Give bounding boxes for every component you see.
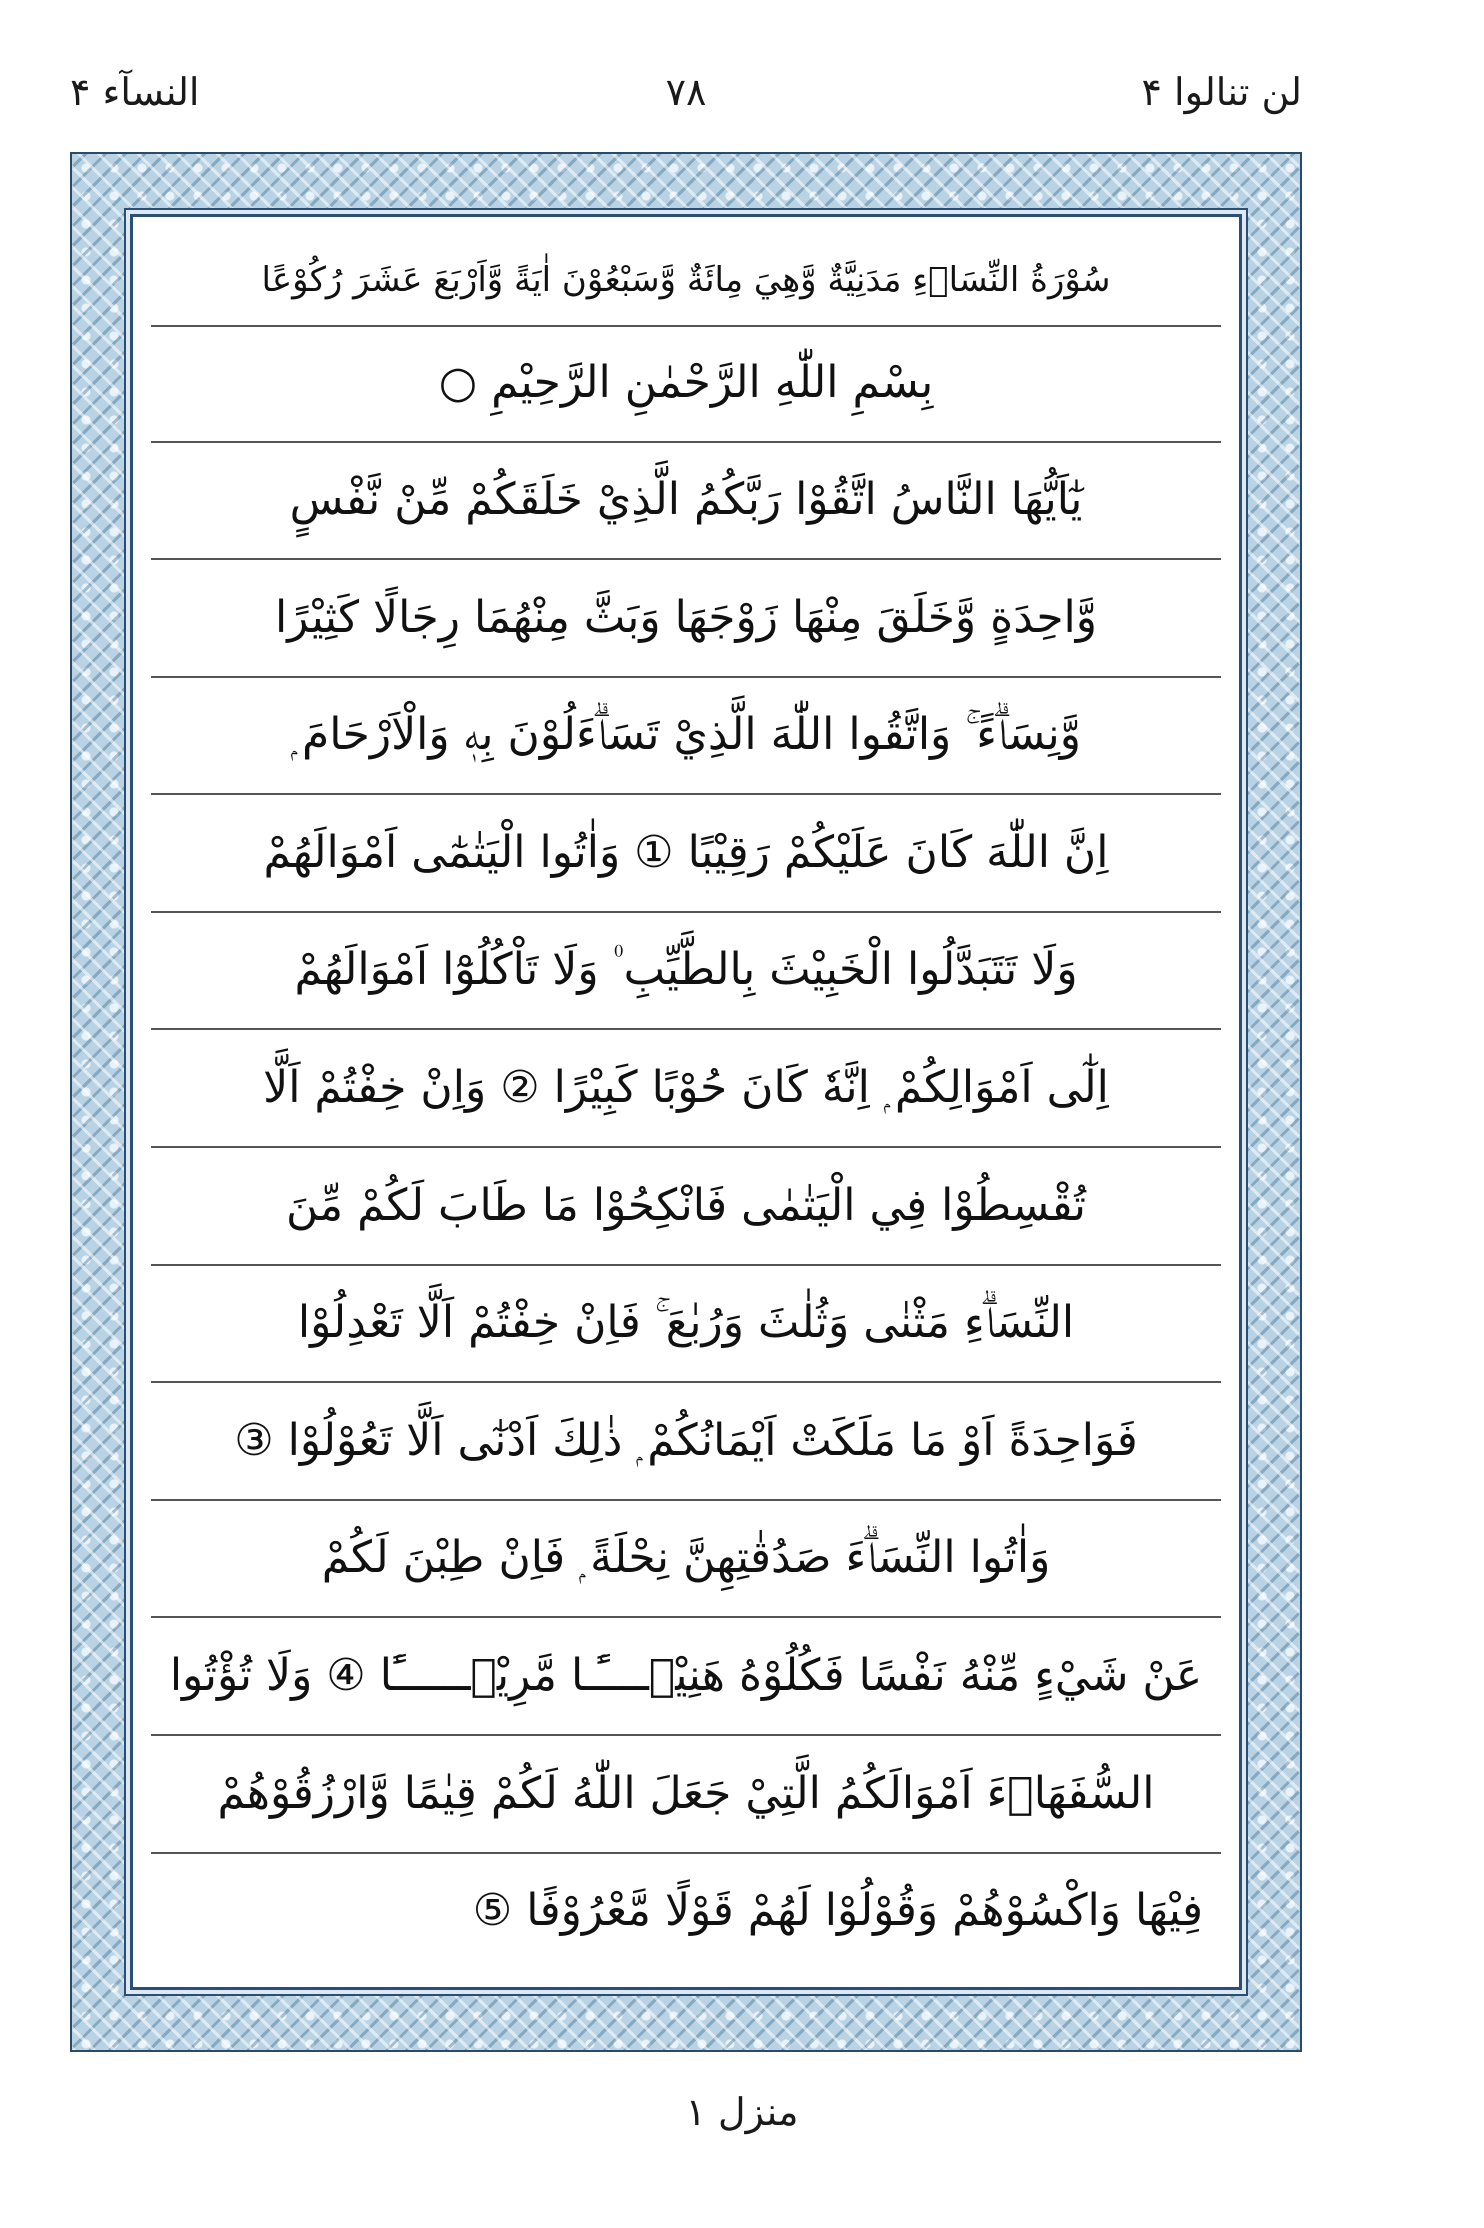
text-panel bbox=[130, 214, 1242, 1990]
verse-line bbox=[151, 560, 1221, 678]
verse-line bbox=[151, 1383, 1221, 1501]
page-header bbox=[70, 70, 1302, 130]
verse-line bbox=[151, 1854, 1221, 1970]
verse-line bbox=[151, 1148, 1221, 1266]
verse-line bbox=[151, 443, 1221, 561]
surah-title-band bbox=[151, 235, 1221, 327]
verse-line bbox=[151, 1618, 1221, 1736]
verse-line bbox=[151, 678, 1221, 796]
decorative-border bbox=[70, 152, 1302, 2052]
juz-name-header: لن تنالوا ۴ bbox=[1141, 70, 1302, 114]
verse-text: وَلَا تَتَبَدَّلُوا الْخَبِيْثَ بِالطَّيِّبِ ۠ وَلَا تَاْكُلُوْٓا اَمْوَالَھُمْ bbox=[294, 944, 1078, 996]
verse-line bbox=[151, 1030, 1221, 1148]
surah-title: سُوْرَةُ النِّسَاۗءِ مَدَنِيَّةٌ وَّهِيَ مِائَةٌ وَّسَبْعُوْنَ اٰيَةً وَّاَرْبَعَ عَشَرَ رُكُوْعًا bbox=[261, 260, 1111, 300]
verse-lines bbox=[151, 325, 1221, 1969]
verse-text: السُّفَهَاۗءَ اَمْوَالَكُمُ الَّتِيْ جَعَلَ اللّٰهُ لَكُمْ قِيٰمًا وَّارْزُقُوْھُمْ bbox=[217, 1767, 1155, 1819]
page-number: ۷۸ bbox=[665, 70, 707, 114]
verse-text: فِيْهَا وَاكْسُوْھُمْ وَقُوْلُوْا لَھُمْ قَوْلًا مَّعْرُوْفًا ⑤ bbox=[472, 1885, 1203, 1937]
verse-line bbox=[151, 795, 1221, 913]
verse-text: وَّاحِدَةٍ وَّخَلَقَ مِنْهَا زَوْجَهَا وَبَثَّ مِنْهُمَا رِجَالًا كَثِيْرًا bbox=[275, 591, 1097, 643]
manzil-footer: منزل ۱ bbox=[685, 2090, 799, 2134]
verse-text: اِنَّ اللّٰهَ كَانَ عَلَيْكُمْ رَقِيْبًا ① وَاٰتُوا الْيَتٰمٰٓى اَمْوَالَھُمْ bbox=[263, 826, 1109, 878]
verse-line bbox=[151, 1501, 1221, 1619]
verse-text: وَاٰتُوا النِّسَاۗءَ صَدُقٰتِهِنَّ نِحْلَةً ۭ فَاِنْ طِبْنَ لَكُمْ bbox=[321, 1532, 1051, 1584]
verse-text: يٰٓاَيُّهَا النَّاسُ اتَّقُوْا رَبَّكُمُ الَّذِيْ خَلَقَكُمْ مِّنْ نَّفْسٍ bbox=[289, 474, 1083, 526]
verse-text: عَنْ شَيْءٍ مِّنْهُ نَفْسًا فَكُلُوْهُ هَنِيْۗــــًٔـا مَّرِيْۗــــــًٔا ④ وَلَا تُؤْتُوا bbox=[169, 1649, 1203, 1701]
verse-text: فَوَاحِدَةً اَوْ مَا مَلَكَتْ اَيْمَانُكُمْ ۭ ذٰلِكَ اَدْنٰٓى اَلَّا تَعُوْلُوْا ③ bbox=[234, 1414, 1138, 1466]
verse-text: اِلٰٓى اَمْوَالِكُمْ ۭ اِنَّهٗ كَانَ حُوْبًا كَبِيْرًا ② وَاِنْ خِفْتُمْ اَلَّا bbox=[263, 1062, 1109, 1114]
verse-line bbox=[151, 1736, 1221, 1854]
verse-text: وَّنِسَاۗءً ۚ وَاتَّقُوا اللّٰهَ الَّذِيْ تَسَاۗءَلُوْنَ بِهٖ وَالْاَرْحَامَ ۭ bbox=[290, 709, 1082, 761]
verse-line bbox=[151, 1266, 1221, 1384]
surah-name-header: النسآء ۴ bbox=[70, 70, 200, 114]
bismillah-line bbox=[151, 325, 1221, 443]
verse-text: تُقْسِطُوْا فِي الْيَتٰمٰى فَانْكِحُوْا مَا طَابَ لَكُمْ مِّنَ bbox=[286, 1179, 1086, 1231]
verse-text: النِّسَاۗءِ مَثْنٰى وَثُلٰثَ وَرُبٰعَ ۚ فَاِنْ خِفْتُمْ اَلَّا تَعْدِلُوْا bbox=[297, 1297, 1075, 1349]
verse-line bbox=[151, 913, 1221, 1031]
verse-text: بِسْمِ اللّٰهِ الرَّحْمٰنِ الرَّحِيْمِ ○ bbox=[438, 356, 934, 408]
